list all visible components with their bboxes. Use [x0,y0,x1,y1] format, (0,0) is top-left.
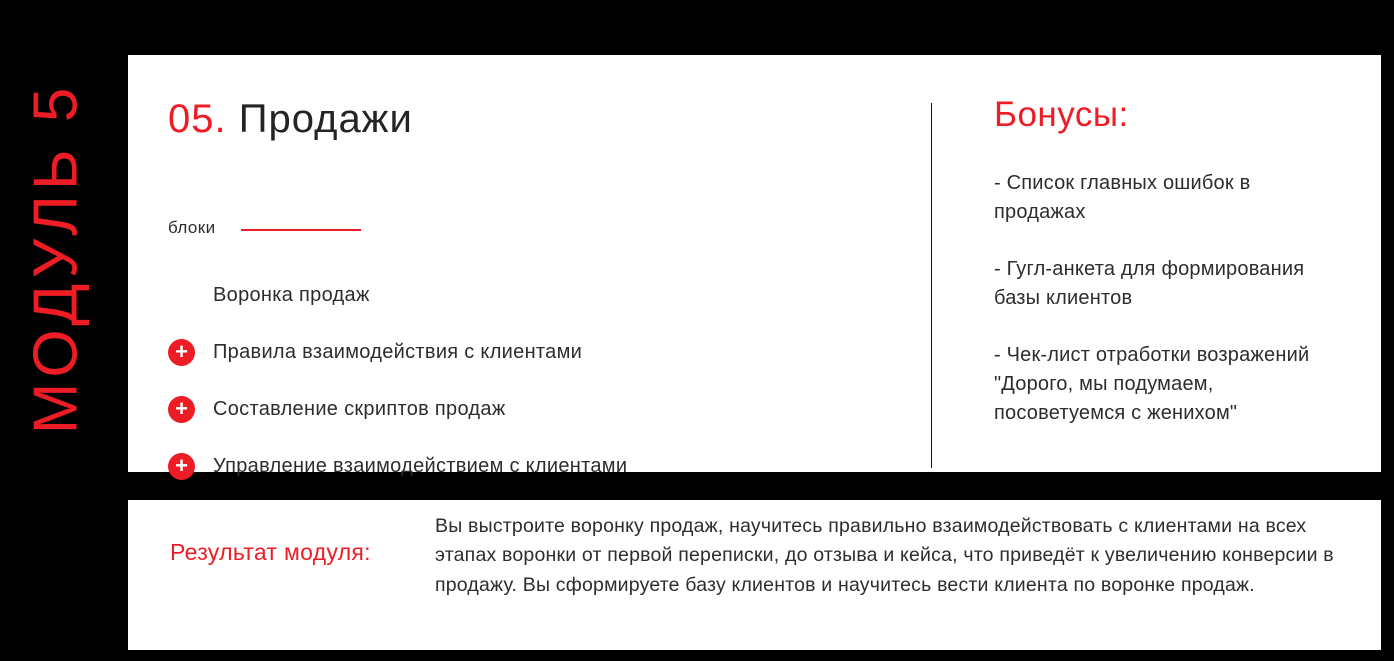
module-number: 05. [168,97,227,141]
plus-icon[interactable]: + [168,339,195,366]
vertical-divider [931,103,932,468]
list-item[interactable] [168,381,627,438]
bonuses-heading: Бонусы: [994,95,1129,134]
list-item-label: Управление взаимодействием с клиентами [213,455,628,477]
result-card [128,500,1381,650]
module-vertical-label [0,75,112,441]
result-label: Результат модуля: [170,539,371,565]
plus-icon[interactable]: + [168,396,195,423]
plus-icon[interactable]: + [168,453,195,480]
bonuses-section [994,95,1339,456]
module-title-text: Продажи [238,97,413,141]
list-item-label: Правила взаимодействия с клиентами [213,341,583,363]
list-item[interactable] [168,438,627,495]
list-item-label: Составление скриптов продаж [213,398,506,420]
page-title [168,97,413,142]
bonus-item: - Список главных ошибок в продажах [994,172,1251,223]
module-vertical-label-text: МОДУЛЬ 5 [21,82,91,434]
list-item [168,267,627,324]
bonus-item: - Чек-лист отработки возражений "Дорого, мы подумаем, посоветуемся с женихом" [994,344,1310,424]
list-item[interactable] [168,324,627,381]
list-item-label: Воронка продаж [213,284,370,306]
bonus-item: - Гугл-анкета для формирования базы клиентов [994,258,1305,309]
module-content-card [128,55,1381,478]
result-text: Вы выстроите воронку продаж, научитесь правильно взаимодействовать с клиентами на всех этапах воронки от первой переписки, до отзыва и кейса, что приведёт к увеличению конверсии в продажу. Вы сформируете базу клиентов и научитесь вести клиента по воронке продаж. [435,515,1334,596]
module-blocks-list [168,210,627,495]
blocks-label: блоки [168,218,216,237]
